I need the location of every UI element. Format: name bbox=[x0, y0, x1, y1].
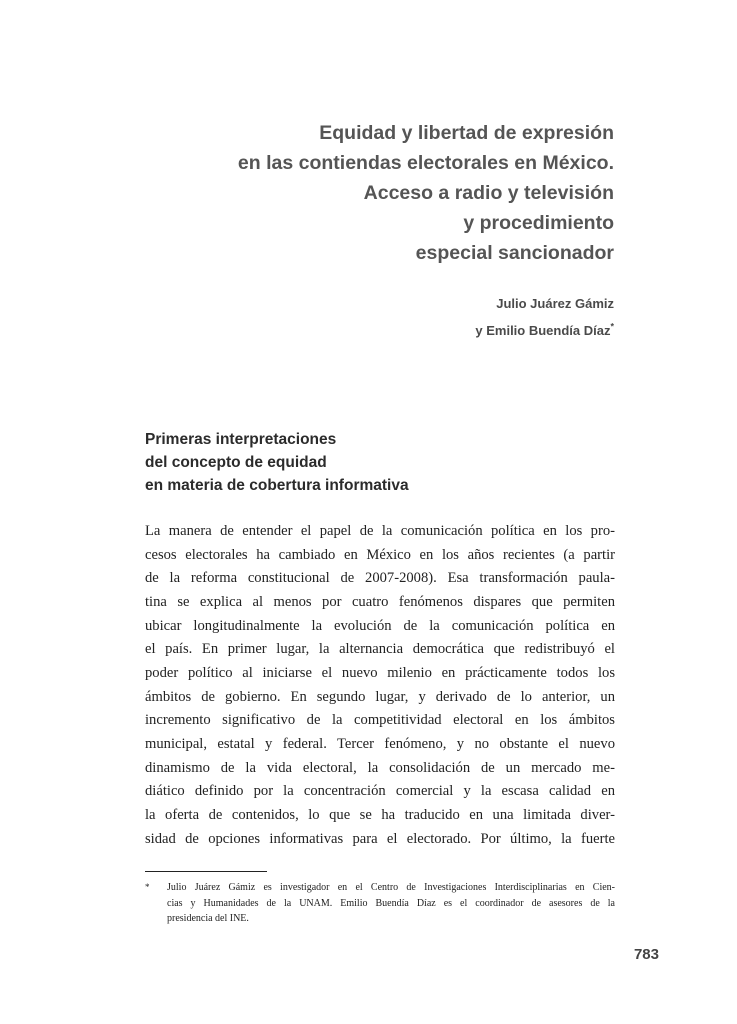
footnote bbox=[145, 880, 615, 927]
body-line: sidad de opciones informativas para el electorado. Por último, la fuerte bbox=[145, 830, 615, 847]
body-line: incremento significativo de la competitividad electoral en los ámbitos bbox=[145, 712, 615, 729]
body-line: tina se explica al menos por cuatro fenómenos dispares que permiten bbox=[145, 593, 615, 610]
body-line: de la reforma constitucional de 2007-2008). Esa transformación paula- bbox=[145, 570, 615, 587]
chapter-title-line: Equidad y libertad de expresión bbox=[319, 122, 614, 144]
body-line: cesos electorales ha cambiado en México en los años recientes (a partir bbox=[145, 546, 615, 563]
footnote-line: Julio Juárez Gámiz es investigador en el Centro de Investigaciones Interdisciplinarias en Cien- bbox=[167, 882, 615, 893]
author-footnote-mark: * bbox=[610, 321, 614, 332]
body-line: poder político al iniciarse el nuevo milenio en prácticamente todos los bbox=[145, 664, 615, 681]
chapter-title-line: en las contiendas electorales en México. bbox=[237, 152, 614, 174]
chapter-title-line: especial sancionador bbox=[415, 242, 614, 264]
page-number: 783 bbox=[633, 946, 659, 963]
footnote-line: cias y Humanidades de la UNAM. Emilio Buendía Díaz es el coordinador de asesores de la bbox=[167, 897, 615, 909]
section-heading bbox=[145, 428, 605, 497]
section-heading-line: en materia de cobertura informativa bbox=[145, 477, 409, 494]
author-block bbox=[214, 290, 614, 344]
body-line: La manera de entender el papel de la comunicación política en los pro- bbox=[145, 523, 615, 539]
body-line: la oferta de contenidos, lo que se ha traducido en una limitada diver- bbox=[145, 806, 615, 823]
chapter-title-line: Acceso a radio y televisión bbox=[363, 182, 614, 204]
footnote-divider bbox=[145, 871, 267, 872]
chapter-title bbox=[134, 118, 614, 268]
body-line: dinamismo de la vida electoral, la consolidación de un mercado me- bbox=[145, 759, 615, 776]
body-line: ubicar longitudinalmente la evolución de la comunicación política en bbox=[145, 617, 615, 634]
body-line: ámbitos de gobierno. En segundo lugar, y derivado de lo anterior, un bbox=[145, 688, 615, 705]
body-line: municipal, estatal y federal. Tercer fenómeno, y no obstante el nuevo bbox=[145, 735, 615, 752]
footnote-line: presidencia del INE. bbox=[167, 913, 249, 924]
body-line: diático definido por la concentración comercial y la escasa calidad en bbox=[145, 783, 615, 800]
footnote-mark: * bbox=[145, 882, 150, 892]
body-line: el país. En primer lugar, la alternancia democrática que redistribuyó el bbox=[145, 641, 615, 658]
section-heading-line: Primeras interpretaciones bbox=[145, 431, 337, 448]
author-name-line bbox=[214, 317, 614, 344]
footnote-text bbox=[167, 880, 615, 927]
body-paragraph bbox=[145, 520, 615, 851]
chapter-title-line: y procedimiento bbox=[463, 212, 614, 234]
author-name: Julio Juárez Gámiz bbox=[496, 296, 614, 311]
section-heading-line: del concepto de equidad bbox=[145, 454, 327, 471]
author-name: y Emilio Buendía Díaz bbox=[475, 323, 611, 338]
